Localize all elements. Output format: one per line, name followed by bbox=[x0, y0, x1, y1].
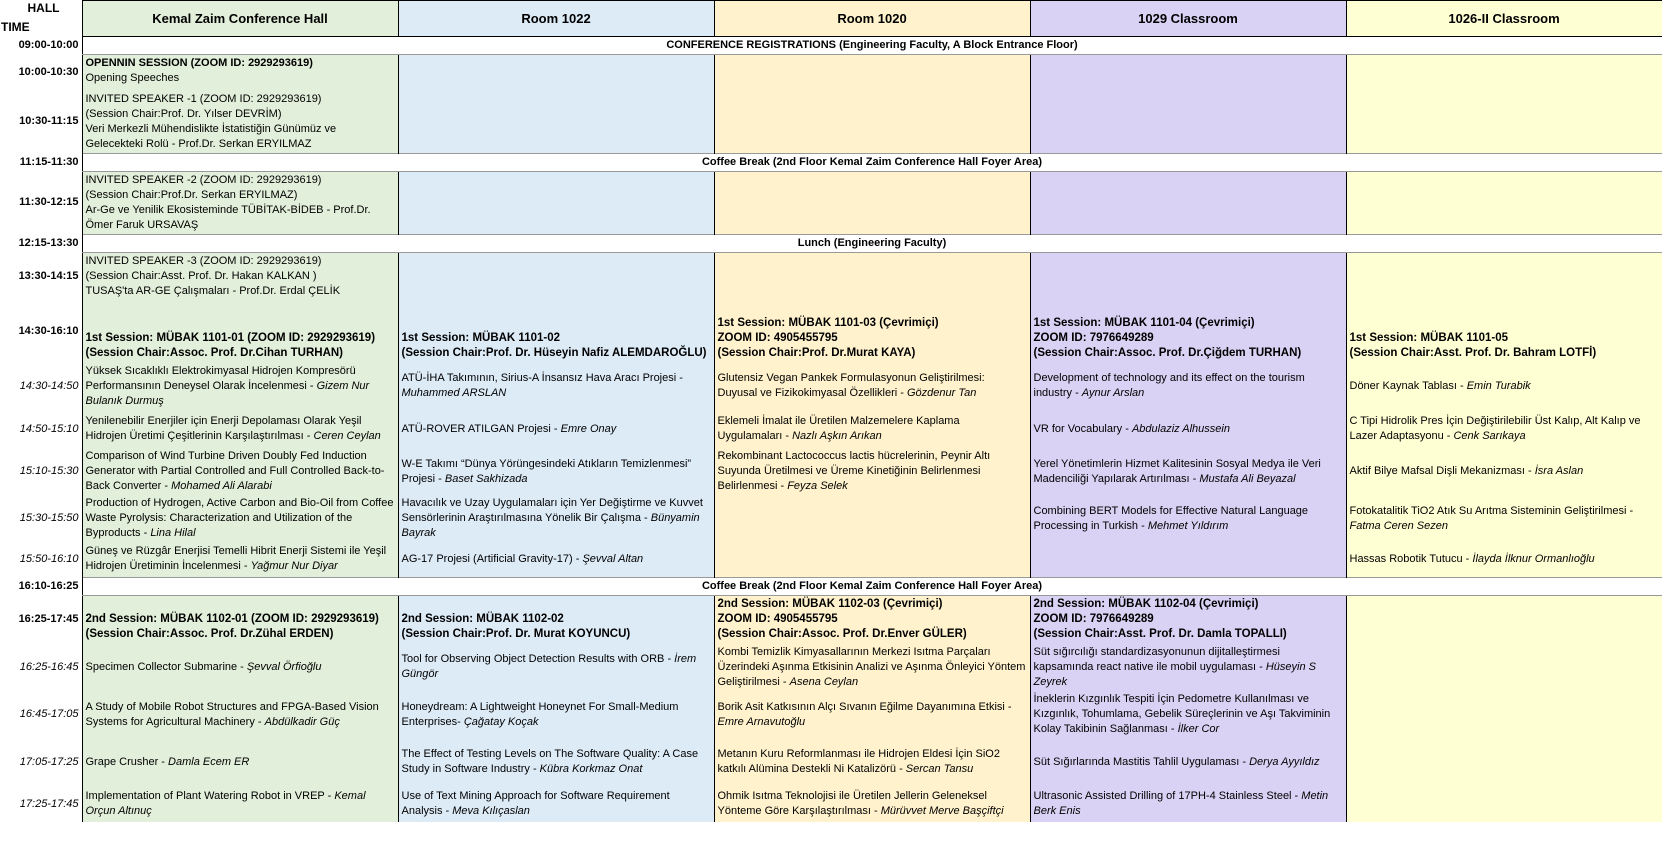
paper-title: Yüksek Sıcaklıklı Elektrokimyasal Hidrojen Kompresörü Performansının Deneysel Olarak İncelenmesi - bbox=[85, 364, 356, 392]
coffee-break-banner: Coffee Break (2nd Floor Kemal Zaim Conference Hall Foyer Area) bbox=[82, 153, 1662, 171]
registration-banner: CONFERENCE REGISTRATIONS (Engineering Faculty, A Block Entrance Floor) bbox=[82, 37, 1662, 55]
invited-speaker-1 bbox=[82, 91, 398, 154]
time-cell: 10:30-11:15 bbox=[19, 115, 79, 128]
paper-row bbox=[0, 448, 1662, 495]
session-header-line: (Session Chair:Prof. Dr. Hüseyin Nafiz ALEMDAROĞLU) bbox=[401, 347, 707, 359]
session-header-line: (Session Chair:Assoc. Prof. Dr.Enver GÜLER) bbox=[717, 628, 967, 640]
paper-cell bbox=[1346, 738, 1662, 786]
row-opening bbox=[0, 55, 1662, 91]
slot-time: 14:30-14:50 bbox=[19, 379, 79, 392]
invited-title: INVITED SPEAKER -1 (ZOOM ID: 2929293619) bbox=[85, 92, 322, 105]
paper-cell bbox=[82, 691, 398, 738]
paper-author: Emre Arnavutoğlu bbox=[717, 715, 806, 728]
time-cell: 09:00-10:00 bbox=[18, 39, 79, 51]
paper-cell bbox=[82, 786, 398, 822]
paper-title: Havacılık ve Uzay Uygulamaları için Yer Değiştirme ve Kuvvet Sensörlerinin Araştırılmasına Yönelik Bir Çalışma - bbox=[401, 497, 703, 524]
opening-sub: Opening Speeches bbox=[85, 72, 180, 84]
paper-cell bbox=[398, 495, 714, 542]
paper-author: Cenk Sarıkaya bbox=[1453, 430, 1526, 442]
paper-cell bbox=[1346, 691, 1662, 738]
session-header-line: 2nd Session: MÜBAK 1102-02 bbox=[401, 613, 564, 625]
paper-title: Hassas Robotik Tutucu - bbox=[1349, 552, 1473, 565]
session-header bbox=[82, 300, 398, 362]
hall-header-1026: 1026-II Classroom bbox=[1346, 1, 1662, 37]
invited-speaker-2 bbox=[82, 171, 398, 234]
paper-row bbox=[0, 786, 1662, 822]
time-cell: 14:30-16:10 bbox=[18, 324, 79, 337]
paper-cell bbox=[398, 738, 714, 786]
corner-cell bbox=[0, 1, 82, 37]
paper-author: Derya Ayyıldız bbox=[1249, 755, 1320, 768]
session-header-line: 1st Session: MÜBAK 1101-02 bbox=[401, 332, 561, 344]
paper-author: Aynur Arslan bbox=[1081, 387, 1145, 399]
paper-cell bbox=[1030, 691, 1346, 738]
paper-cell bbox=[714, 495, 1030, 542]
session-header-line: 1st Session: MÜBAK 1101-03 (Çevrimiçi) bbox=[717, 317, 939, 329]
session-header bbox=[1346, 595, 1662, 643]
paper-title: Development of technology and its effect on the tourism industry - bbox=[1033, 372, 1305, 399]
paper-cell bbox=[714, 362, 1030, 410]
session-header-line: 2nd Session: MÜBAK 1102-03 (Çevrimiçi) bbox=[717, 598, 943, 610]
opening-session bbox=[82, 55, 398, 91]
session-header-line: 1st Session: MÜBAK 1101-04 (Çevrimiçi) bbox=[1033, 317, 1255, 329]
paper-row bbox=[0, 542, 1662, 577]
paper-row bbox=[0, 643, 1662, 691]
paper-row bbox=[0, 691, 1662, 738]
session-header-line: (Session Chair:Prof. Dr. Murat KOYUNCU) bbox=[401, 628, 631, 640]
paper-cell bbox=[714, 542, 1030, 577]
opening-title: OPENNIN SESSION (ZOOM ID: 2929293619) bbox=[85, 57, 313, 69]
session-header bbox=[398, 300, 714, 362]
paper-cell bbox=[714, 738, 1030, 786]
paper-author: Mustafa Ali Beyazal bbox=[1199, 472, 1296, 485]
paper-author: Gizem Nur Bulanık Durmuş bbox=[85, 379, 370, 407]
paper-cell bbox=[398, 691, 714, 738]
paper-cell bbox=[714, 643, 1030, 691]
paper-author: Şevval Örfioğlu bbox=[246, 660, 322, 673]
hall-header-room-1022: Room 1022 bbox=[398, 1, 714, 37]
time-cell: 12:15-13:30 bbox=[18, 236, 79, 249]
paper-cell bbox=[1030, 362, 1346, 410]
paper-title: Borik Asit Katkısının Alçı Sıvanın Eğilme Dayanımına Etkisi - bbox=[717, 700, 1012, 713]
paper-title: Glutensiz Vegan Pankek Formulasyonun Geliştirilmesi: Duyusal ve Fizikokimyasal Özellikleri - bbox=[717, 372, 985, 399]
paper-cell bbox=[82, 362, 398, 410]
paper-title: Süt sığırcılığı standardizasyonunun dijitalleştirmesi kapsamında react native ile mobil uygulaması - bbox=[1033, 645, 1280, 673]
paper-author: Sercan Tansu bbox=[905, 763, 974, 775]
paper-cell bbox=[82, 738, 398, 786]
paper-title: Kombi Temizlik Kimyasallarının Merkezi Isıtma Parçaları Üzerindeki Aşınma Etkisinin Analizi ve Aşınma Önleyici Yöntem Geliştirilmesi - bbox=[717, 645, 1026, 688]
row-invited2 bbox=[0, 171, 1662, 234]
paper-cell bbox=[1346, 643, 1662, 691]
paper-author: İlker Cor bbox=[1177, 723, 1220, 735]
paper-title: ATÜ-İHA Takımının, Sirius-A İnsansız Hava Aracı Projesi - bbox=[401, 372, 683, 384]
paper-author: Lina Hilal bbox=[150, 527, 196, 539]
session-header-line: (Session Chair:Prof. Dr.Murat KAYA) bbox=[717, 347, 916, 359]
hall-header-kemal-zaim: Kemal Zaim Conference Hall bbox=[82, 1, 398, 37]
slot-time: 14:50-15:10 bbox=[19, 422, 79, 435]
session-header-line: 2nd Session: MÜBAK 1102-04 (Çevrimiçi) bbox=[1033, 598, 1259, 610]
invited-title: INVITED SPEAKER -3 (ZOOM ID: 2929293619) bbox=[85, 254, 322, 267]
row-coffee1 bbox=[0, 153, 1662, 171]
row-registration bbox=[0, 37, 1662, 55]
hall-header-room-1020: Room 1020 bbox=[714, 1, 1030, 37]
slot-time: 16:25-16:45 bbox=[19, 660, 79, 673]
invited-chair: (Session Chair:Prof. Dr. Yılser DEVRİM) bbox=[85, 107, 282, 120]
paper-title: The Effect of Testing Levels on The Software Quality: A Case Study in Software Industry - bbox=[401, 748, 699, 775]
time-cell: 16:10-16:25 bbox=[18, 579, 79, 592]
time-cell: 13:30-14:15 bbox=[18, 269, 79, 282]
paper-title: Ohmik Isıtma Teknolojisi ile Üretilen Jellerin Geleneksel Yönteme Göre Karşılaştırılması - bbox=[717, 790, 987, 817]
session-header bbox=[1030, 595, 1346, 643]
paper-author: Ceren Ceylan bbox=[313, 430, 381, 442]
paper-author: Fatma Ceren Sezen bbox=[1349, 519, 1448, 532]
paper-title: Yerel Yönetimlerin Hizmet Kalitesinin Sosyal Medya ile Veri Madenciliği Yapılarak Artırılması - bbox=[1033, 457, 1321, 485]
paper-author: Şevval Altan bbox=[582, 552, 644, 565]
row-invited3 bbox=[0, 252, 1662, 300]
session-header bbox=[398, 595, 714, 643]
slot-time: 17:25-17:45 bbox=[19, 797, 79, 810]
session-header-line: ZOOM ID: 7976649289 bbox=[1033, 332, 1154, 344]
paper-title: Production of Hydrogen, Active Carbon and Bio-Oil from Coffee Waste Pyrolysis: Characterization and Utilization of the Byproducts - bbox=[85, 497, 394, 539]
invited-speaker-3 bbox=[82, 252, 398, 300]
paper-row bbox=[0, 738, 1662, 786]
session-header bbox=[714, 595, 1030, 643]
paper-cell bbox=[82, 448, 398, 495]
paper-cell bbox=[398, 362, 714, 410]
paper-title: Döner Kaynak Tablası - bbox=[1349, 379, 1467, 392]
paper-author: Abdülkadir Güç bbox=[264, 715, 340, 728]
paper-title: Grape Crusher - bbox=[85, 755, 169, 768]
session-header-line: (Session Chair:Assoc. Prof. Dr.Zühal ERDEN) bbox=[85, 628, 334, 640]
paper-author: Kübra Korkmaz Onat bbox=[539, 763, 643, 775]
paper-title: Güneş ve Rüzgâr Enerjisi Temelli Hibrit Enerji Sistemi ile Yeşil Hidrojen Üretiminin İncelenmesi - bbox=[85, 545, 387, 573]
paper-cell bbox=[398, 410, 714, 448]
paper-title: ATÜ-ROVER ATILGAN Projesi - bbox=[401, 422, 561, 435]
paper-title: AG-17 Projesi (Artificial Gravity-17) - bbox=[401, 552, 583, 565]
row-lunch bbox=[0, 234, 1662, 252]
paper-author: Gözdenur Tan bbox=[907, 387, 977, 399]
session-header-line: 2nd Session: MÜBAK 1102-01 (ZOOM ID: 2929293619) bbox=[85, 613, 379, 625]
paper-title: Rekombinant Lactococcus lactis hücrelerinin, Peynir Altı Suyunda Üretilmesi ve Üreme Kinetiğinin Belirlenmesi Belirlenmesi - bbox=[717, 450, 991, 492]
paper-author: Çağatay Koçak bbox=[463, 715, 539, 728]
time-cell: 11:15-11:30 bbox=[19, 155, 79, 168]
paper-author: Yağmur Nur Diyar bbox=[250, 560, 338, 573]
session-header-line: ZOOM ID: 7976649289 bbox=[1033, 613, 1154, 625]
session-header-line: 1st Session: MÜBAK 1101-05 bbox=[1349, 332, 1509, 344]
paper-title: Ultrasonic Assisted Drilling of 17PH-4 Stainless Steel - bbox=[1033, 790, 1302, 802]
time-cell: 16:25-17:45 bbox=[18, 612, 79, 625]
row-session2-header bbox=[0, 595, 1662, 643]
paper-cell bbox=[82, 643, 398, 691]
paper-cell bbox=[1030, 643, 1346, 691]
slot-time: 15:30-15:50 bbox=[19, 512, 79, 524]
paper-title: Süt Sığırlarında Mastitis Tahlil Uygulaması - bbox=[1033, 755, 1250, 768]
slot-time: 17:05-17:25 bbox=[19, 755, 79, 768]
paper-title: Metanın Kuru Reformlanması ile Hidrojen Eldesi İçin SiO2 katkılı Alümina Destekli Ni Katalizörü - bbox=[717, 748, 1000, 775]
paper-author: Hüseyin S Zeyrek bbox=[1033, 660, 1316, 688]
paper-author: İrem Güngör bbox=[401, 653, 697, 680]
header-row bbox=[0, 1, 1662, 37]
paper-title: Combining BERT Models for Effective Natural Language Processing in Turkish - bbox=[1033, 504, 1309, 532]
paper-title: Comparison of Wind Turbine Driven Doubly Fed Induction Generator with Partial Controlled and Full Controlled Back-to-Back Converter - bbox=[85, 450, 385, 492]
paper-author: Mehmet Yıldırım bbox=[1147, 519, 1229, 532]
paper-cell bbox=[1030, 495, 1346, 542]
session-header bbox=[1030, 300, 1346, 362]
paper-title: Implementation of Plant Watering Robot in VREP - bbox=[85, 790, 335, 802]
paper-author: Feyza Selek bbox=[787, 480, 848, 492]
paper-title: Specimen Collector Submarine - bbox=[85, 660, 247, 673]
paper-cell bbox=[714, 691, 1030, 738]
session-header-line: (Session Chair:Asst. Prof. Dr. Damla TOPALLI) bbox=[1033, 628, 1287, 640]
time-cell: 10:00-10:30 bbox=[18, 66, 79, 78]
hall-header-1029: 1029 Classroom bbox=[1030, 1, 1346, 37]
paper-author: Mohamed Ali Alarabi bbox=[171, 480, 272, 492]
paper-cell bbox=[82, 410, 398, 448]
session-header-line: ZOOM ID: 4905455795 bbox=[717, 613, 838, 625]
paper-author: Emre Onay bbox=[560, 422, 617, 435]
session-header bbox=[714, 300, 1030, 362]
paper-title: VR for Vocabulary - bbox=[1033, 422, 1132, 435]
invited-chair: (Session Chair:Prof.Dr. Serkan ERYILMAZ) bbox=[85, 188, 298, 201]
paper-author: Emin Turabik bbox=[1466, 379, 1531, 392]
paper-row bbox=[0, 410, 1662, 448]
paper-author: Metin Berk Enis bbox=[1033, 790, 1329, 817]
paper-cell bbox=[714, 786, 1030, 822]
paper-author: Damla Ecem ER bbox=[168, 755, 250, 768]
invited-talk: TUSAŞ'ta AR-GE Çalışmaları - Prof.Dr. Erdal ÇELİK bbox=[85, 284, 341, 297]
invited-title: INVITED SPEAKER -2 (ZOOM ID: 2929293619) bbox=[85, 173, 322, 186]
paper-title: İneklerin Kızgınlık Tespiti İçin Pedometre Kullanılması ve Kızgınlık, Tohumlama, Gebelik Süreçlerinin ve Aşı Takviminin Kolay Takibinin Sağlanması - bbox=[1033, 693, 1331, 735]
paper-author: Meva Kılıçaslan bbox=[452, 805, 530, 817]
paper-row bbox=[0, 495, 1662, 542]
row-coffee2 bbox=[0, 577, 1662, 595]
paper-cell bbox=[1030, 738, 1346, 786]
paper-cell bbox=[714, 410, 1030, 448]
invited-chair: (Session Chair:Asst. Prof. Dr. Hakan KALKAN ) bbox=[85, 269, 317, 282]
paper-cell bbox=[1346, 542, 1662, 577]
paper-title: W-E Takımı “Dünya Yörüngesindeki Atıkların Temizlenmesi” Projesi - bbox=[401, 457, 692, 485]
session-header-line: (Session Chair:Assoc. Prof. Dr.Çiğdem TURHAN) bbox=[1033, 347, 1302, 359]
paper-cell bbox=[1346, 362, 1662, 410]
invited-talk: Veri Merkezli Mühendislikte İstatistiğin Günümüz ve Gelecekteki Rolü - Prof.Dr. Serkan ERYILMAZ bbox=[85, 122, 337, 150]
paper-cell bbox=[82, 495, 398, 542]
paper-author: İsra Aslan bbox=[1534, 465, 1584, 477]
paper-cell bbox=[398, 448, 714, 495]
paper-title: Aktif Bilye Mafsal Dişli Mekanizması - bbox=[1349, 465, 1535, 477]
invited-talk: Ar-Ge ve Yenilik Ekosisteminde TÜBİTAK-BİDEB - Prof.Dr. Ömer Faruk URSAVAŞ bbox=[85, 203, 371, 231]
paper-title: Use of Text Mining Approach for Software Requirement Analysis - bbox=[401, 790, 670, 817]
coffee-break-banner: Coffee Break (2nd Floor Kemal Zaim Conference Hall Foyer Area) bbox=[82, 577, 1662, 595]
session-header-line: (Session Chair:Assoc. Prof. Dr.Cihan TURHAN) bbox=[85, 347, 344, 359]
session-header-line: ZOOM ID: 4905455795 bbox=[717, 332, 838, 344]
hall-label: HALL bbox=[27, 0, 60, 15]
paper-row bbox=[0, 362, 1662, 410]
time-label: TIME bbox=[1, 19, 30, 34]
slot-time: 15:10-15:30 bbox=[19, 465, 79, 477]
paper-cell bbox=[398, 643, 714, 691]
paper-cell bbox=[714, 448, 1030, 495]
paper-cell bbox=[1030, 542, 1346, 577]
session-header-line: 1st Session: MÜBAK 1101-01 (ZOOM ID: 2929293619) bbox=[85, 332, 376, 344]
paper-author: Abdulaziz Alhussein bbox=[1131, 422, 1230, 435]
paper-author: Kemal Orçun Altınuç bbox=[85, 790, 366, 817]
paper-cell bbox=[1346, 786, 1662, 822]
paper-cell bbox=[1346, 410, 1662, 448]
paper-cell bbox=[82, 542, 398, 577]
paper-cell bbox=[1030, 786, 1346, 822]
paper-author: Nazlı Aşkın Arıkan bbox=[792, 430, 882, 442]
lunch-banner: Lunch (Engineering Faculty) bbox=[82, 234, 1662, 252]
paper-title: Eklemeli İmalat ile Üretilen Malzemelere Kaplama Uygulamaları - bbox=[717, 415, 960, 442]
row-session1-header bbox=[0, 300, 1662, 362]
paper-author: Asena Ceylan bbox=[789, 675, 859, 688]
paper-title: A Study of Mobile Robot Structures and FPGA-Based Vision Systems for Agricultural Machinery - bbox=[85, 700, 379, 728]
paper-author: Baset Sakhizada bbox=[444, 472, 528, 485]
paper-author: Muhammed ARSLAN bbox=[401, 387, 507, 399]
paper-author: Mürüvvet Merve Başçiftçi bbox=[880, 805, 1004, 817]
paper-cell bbox=[398, 542, 714, 577]
session-header bbox=[82, 595, 398, 643]
session-header-line: (Session Chair:Asst. Prof. Dr. Bahram LOTFİ) bbox=[1349, 347, 1597, 359]
paper-author: İlayda İlknur Ormanlıoğlu bbox=[1472, 552, 1595, 565]
paper-cell bbox=[1030, 410, 1346, 448]
time-cell: 11:30-12:15 bbox=[19, 196, 79, 208]
paper-title: C Tipi Hidrolik Pres İçin Değiştirilebilir Üst Kalıp, Alt Kalıp ve Lazer Adaptasyonu - bbox=[1349, 415, 1641, 442]
paper-cell bbox=[1346, 495, 1662, 542]
paper-cell bbox=[1030, 448, 1346, 495]
paper-cell bbox=[398, 786, 714, 822]
slot-time: 15:50-16:10 bbox=[19, 553, 79, 565]
paper-cell bbox=[1346, 448, 1662, 495]
paper-author: Bünyamin Bayrak bbox=[401, 512, 700, 539]
paper-title: Honeydream: A Lightweight Honeynet For Small-Medium Enterprises- bbox=[401, 700, 679, 728]
paper-title: Fotokatalitik TiO2 Atık Su Arıtma Sisteminin Geliştirilmesi - bbox=[1349, 504, 1634, 517]
slot-time: 16:45-17:05 bbox=[19, 708, 79, 720]
paper-title: Yenilenebilir Enerjiler için Enerji Depolaması Olarak Yeşil Hidrojen Üretimi Çeşitlerinin Karşılaştırılması - bbox=[85, 415, 362, 442]
paper-title: Tool for Observing Object Detection Results with ORB - bbox=[401, 653, 675, 665]
session-header bbox=[1346, 300, 1662, 362]
